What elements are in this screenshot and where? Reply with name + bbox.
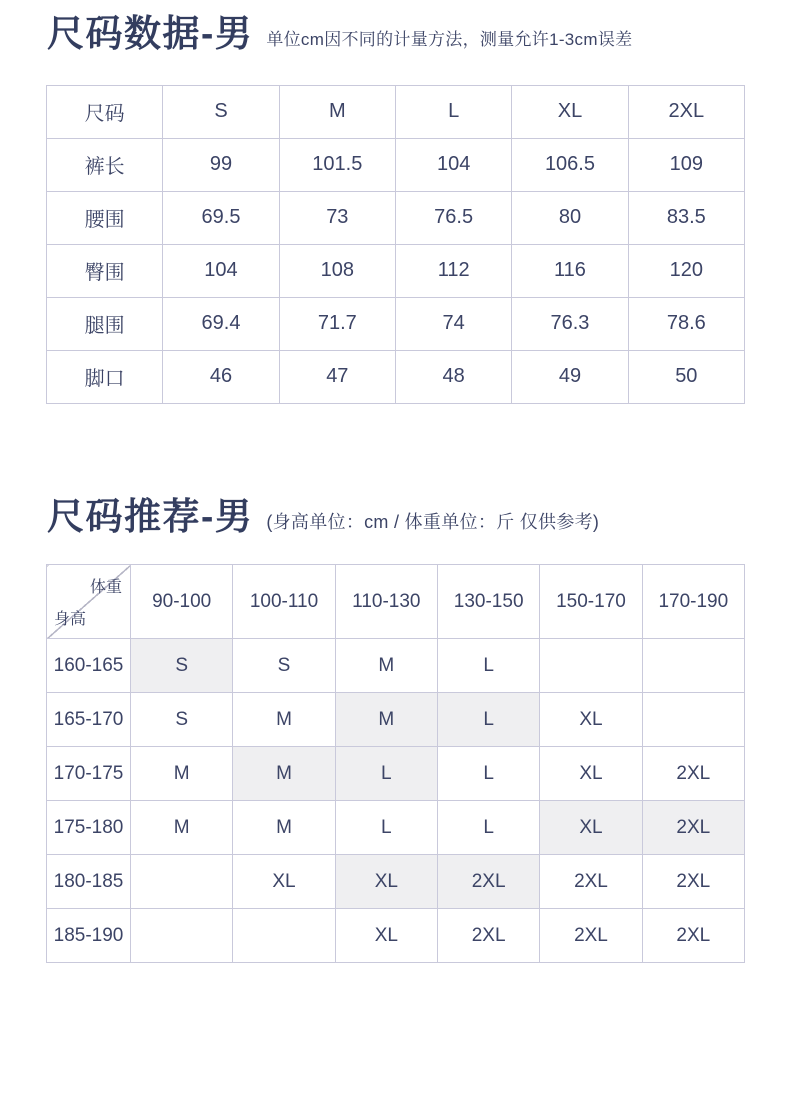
empty-size-cell bbox=[131, 909, 233, 963]
recommended-size-cell: XL bbox=[540, 747, 642, 801]
size-recommend-table bbox=[46, 564, 745, 963]
recommended-size-cell: 2XL bbox=[437, 855, 539, 909]
recommended-size-cell: XL bbox=[540, 801, 642, 855]
recommended-size-cell: L bbox=[437, 693, 539, 747]
measurement-row bbox=[47, 138, 745, 191]
empty-size-cell bbox=[233, 909, 335, 963]
recommended-size-cell: XL bbox=[540, 693, 642, 747]
recommended-size-cell: XL bbox=[335, 909, 437, 963]
size-data-header bbox=[47, 0, 790, 56]
recommended-size-cell: L bbox=[437, 639, 539, 693]
measurement-value-cell: 46 bbox=[163, 350, 279, 403]
recommended-size-cell: M bbox=[335, 693, 437, 747]
measurement-value-cell: 83.5 bbox=[628, 191, 744, 244]
measurement-row bbox=[47, 244, 745, 297]
measurement-label-cell: 脚口 bbox=[47, 350, 163, 403]
measurement-row bbox=[47, 191, 745, 244]
recommended-size-cell: S bbox=[233, 639, 335, 693]
measurement-value-cell: 104 bbox=[395, 138, 511, 191]
height-range-label-cell: 185-190 bbox=[47, 909, 131, 963]
recommend-row bbox=[47, 909, 745, 963]
size-recommend-header bbox=[47, 496, 790, 539]
size-data-table bbox=[46, 85, 745, 404]
measurement-value-cell: 112 bbox=[395, 244, 511, 297]
measurement-value-cell: 101.5 bbox=[279, 138, 395, 191]
measurement-value-cell: 73 bbox=[279, 191, 395, 244]
weight-range-header-cell: 90-100 bbox=[131, 565, 233, 639]
measurement-value-cell: 69.4 bbox=[163, 297, 279, 350]
recommend-row bbox=[47, 855, 745, 909]
recommended-size-cell: XL bbox=[233, 855, 335, 909]
empty-size-cell bbox=[131, 855, 233, 909]
weight-range-header-cell: 130-150 bbox=[437, 565, 539, 639]
measurement-label-cell: 臀围 bbox=[47, 244, 163, 297]
height-range-label-cell: 165-170 bbox=[47, 693, 131, 747]
recommended-size-cell: M bbox=[335, 639, 437, 693]
size-data-header-row bbox=[47, 85, 745, 138]
weight-range-header-cell: 170-190 bbox=[642, 565, 744, 639]
measurement-value-cell: 69.5 bbox=[163, 191, 279, 244]
measurement-value-cell: 80 bbox=[512, 191, 628, 244]
height-range-label-cell: 180-185 bbox=[47, 855, 131, 909]
height-range-label-cell: 170-175 bbox=[47, 747, 131, 801]
recommended-size-cell: M bbox=[233, 747, 335, 801]
size-recommend-section bbox=[0, 496, 790, 964]
measurement-value-cell: 104 bbox=[163, 244, 279, 297]
recommend-row bbox=[47, 693, 745, 747]
recommended-size-cell: 2XL bbox=[540, 909, 642, 963]
weight-axis-label: 体重 bbox=[89, 579, 122, 597]
recommended-size-cell: M bbox=[233, 693, 335, 747]
size-data-title: 尺码数据-男 bbox=[47, 13, 254, 54]
recommended-size-cell: XL bbox=[335, 855, 437, 909]
measurement-value-cell: 74 bbox=[395, 297, 511, 350]
measurement-value-cell: 50 bbox=[628, 350, 744, 403]
measurement-value-cell: 120 bbox=[628, 244, 744, 297]
measurement-label-cell: 腰围 bbox=[47, 191, 163, 244]
size-data-subtitle: 单位cm因不同的计量方法，测量允许1-3cm误差 bbox=[266, 29, 633, 49]
recommended-size-cell: S bbox=[131, 639, 233, 693]
measurement-value-cell: 76.5 bbox=[395, 191, 511, 244]
measurement-value-cell: 106.5 bbox=[512, 138, 628, 191]
measurement-value-cell: 76.3 bbox=[512, 297, 628, 350]
height-range-label-cell: 160-165 bbox=[47, 639, 131, 693]
weight-range-header-cell: 150-170 bbox=[540, 565, 642, 639]
recommended-size-cell: L bbox=[335, 801, 437, 855]
recommended-size-cell: M bbox=[233, 801, 335, 855]
size-column-header-cell: M bbox=[279, 85, 395, 138]
measurement-value-cell: 78.6 bbox=[628, 297, 744, 350]
measurement-value-cell: 116 bbox=[512, 244, 628, 297]
size-column-header-cell: S bbox=[163, 85, 279, 138]
recommended-size-cell: 2XL bbox=[642, 747, 744, 801]
height-range-label-cell: 175-180 bbox=[47, 801, 131, 855]
size-data-section bbox=[0, 0, 790, 404]
measurement-value-cell: 109 bbox=[628, 138, 744, 191]
measurement-row bbox=[47, 297, 745, 350]
size-column-header-cell: L bbox=[395, 85, 511, 138]
recommended-size-cell: 2XL bbox=[540, 855, 642, 909]
measurement-label-cell: 腿围 bbox=[47, 297, 163, 350]
size-column-header-cell: XL bbox=[512, 85, 628, 138]
recommended-size-cell: 2XL bbox=[642, 801, 744, 855]
empty-size-cell bbox=[642, 693, 744, 747]
recommend-header-row bbox=[47, 565, 745, 639]
recommend-row bbox=[47, 801, 745, 855]
recommend-row bbox=[47, 747, 745, 801]
recommended-size-cell: M bbox=[131, 801, 233, 855]
recommended-size-cell: S bbox=[131, 693, 233, 747]
measurement-value-cell: 108 bbox=[279, 244, 395, 297]
recommend-row bbox=[47, 639, 745, 693]
recommended-size-cell: L bbox=[437, 747, 539, 801]
measurement-value-cell: 48 bbox=[395, 350, 511, 403]
measurement-value-cell: 71.7 bbox=[279, 297, 395, 350]
size-label-header-cell: 尺码 bbox=[47, 85, 163, 138]
measurement-value-cell: 49 bbox=[512, 350, 628, 403]
measurement-value-cell: 99 bbox=[163, 138, 279, 191]
axis-corner-cell bbox=[47, 565, 131, 639]
size-recommend-subtitle: (身高单位：cm / 体重单位：斤 仅供参考) bbox=[266, 512, 600, 533]
recommended-size-cell: L bbox=[335, 747, 437, 801]
empty-size-cell bbox=[540, 639, 642, 693]
size-column-header-cell: 2XL bbox=[628, 85, 744, 138]
recommended-size-cell: 2XL bbox=[437, 909, 539, 963]
empty-size-cell bbox=[642, 639, 744, 693]
height-axis-label: 身高 bbox=[54, 611, 87, 629]
measurement-row bbox=[47, 350, 745, 403]
size-recommend-title: 尺码推荐-男 bbox=[47, 495, 254, 537]
recommended-size-cell: M bbox=[131, 747, 233, 801]
measurement-value-cell: 47 bbox=[279, 350, 395, 403]
recommended-size-cell: 2XL bbox=[642, 855, 744, 909]
recommended-size-cell: 2XL bbox=[642, 909, 744, 963]
measurement-label-cell: 裤长 bbox=[47, 138, 163, 191]
weight-range-header-cell: 110-130 bbox=[335, 565, 437, 639]
recommended-size-cell: L bbox=[437, 801, 539, 855]
weight-range-header-cell: 100-110 bbox=[233, 565, 335, 639]
